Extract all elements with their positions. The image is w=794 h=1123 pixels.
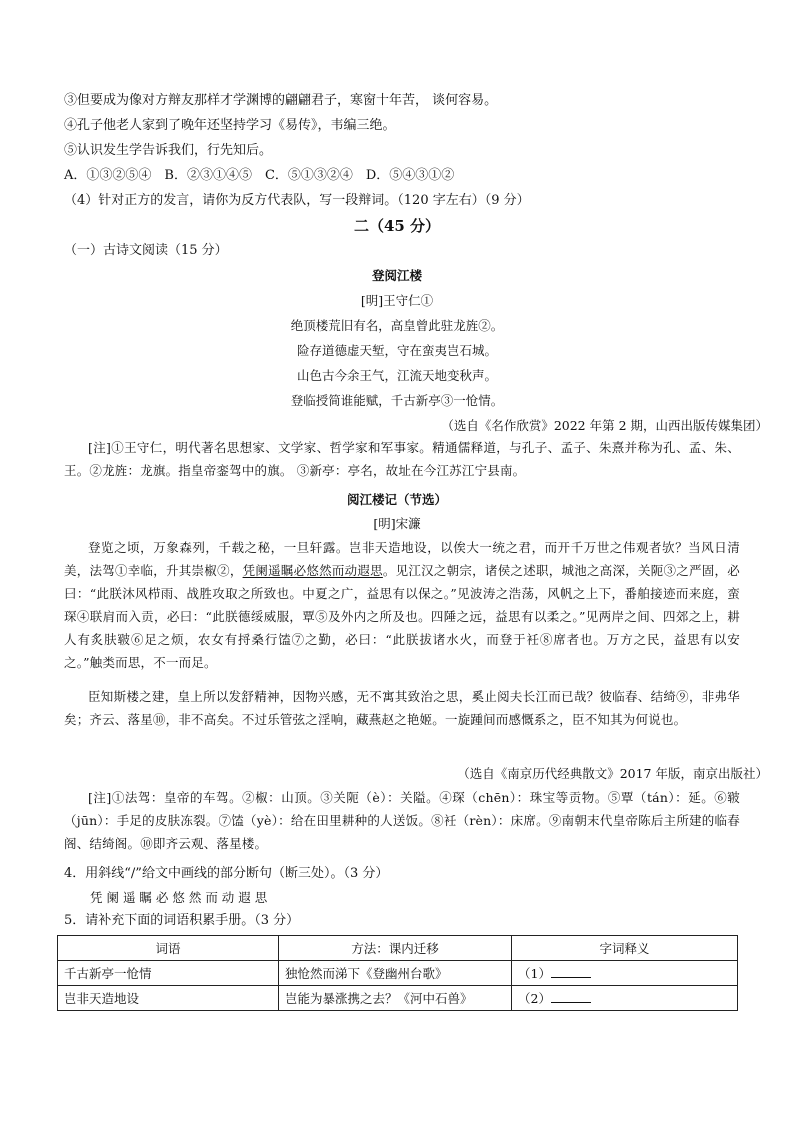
header-cell: 字词释义 — [512, 936, 738, 961]
prose-author: [明]宋濂 — [373, 516, 421, 531]
table-cell: 独怆然而涕下《登幽州台歌》 — [279, 961, 512, 986]
poem-title: 登阅江楼 — [371, 268, 422, 283]
poem-line: 险存道德虚天堑，守在蛮夷岂石城。 — [296, 343, 497, 358]
table-row — [58, 961, 738, 986]
answer-blank[interactable] — [551, 965, 591, 978]
poem-source: （选自《名作欣赏》2022 年第 2 期，山西出版传媒集团） — [441, 418, 768, 433]
answer-label: （2） — [518, 991, 551, 1006]
prose-title: 阅江楼记（节选） — [346, 492, 447, 507]
option-item-4: ④孔子他老人家到了晚年还坚持学习《易传》，韦编三绝。 — [64, 118, 396, 133]
poem-note: [注]①王守仁，明代著名思想家、文学家、哲学家和军事家。精通儒释道，与孔子、孟子、朱熹并称为孔、孟、朱、王。②龙旌：龙旗。指皇帝銮驾中的旗。 ③新亭：亭名，故址在今江苏江宁县南。 — [64, 440, 740, 478]
punctuation-line: 凭 阑 遥 瞩 必 悠 然 而 动 遐 思 — [90, 890, 268, 905]
prose-text: 登览之顷，万象森列，千载之秘，一旦轩露。岂非天造地设，以俟大一统之君，而开千万世之伟观者欤？当风日清美，法驾①幸临，升其崇椒②， — [64, 540, 740, 578]
header-cell: 方法：课内迁移 — [279, 936, 512, 961]
poem-line: 绝顶楼荒旧有名，高皇曾此驻龙旌②。 — [290, 318, 504, 333]
vocabulary-table — [57, 935, 738, 1011]
poem-line: 登临授简谁能赋，千古新亭③一怆情。 — [290, 393, 504, 408]
header-cell: 词语 — [58, 936, 279, 961]
prose-paragraph-2: 臣知斯楼之建，皇上所以发舒精神，因物兴感，无不寓其致治之思，奚止阅夫长江而已哉？彼临春、结绮⑨，非弗华矣；齐云、落星⑩，非不高矣。不过乐管弦之淫响，藏燕赵之艳姬。一旋踵间而感慨系之，臣不知其为何说也。 — [64, 689, 740, 727]
question-5: 5．请补充下面的词语积累手册。（3 分） — [64, 913, 300, 928]
question-4: 4．用斜线“/”给文中画线的部分断句（断三处）。（3 分） — [64, 866, 389, 881]
prose-source: （选自《南京历代经典散文》2017 年版，南京出版社） — [457, 766, 768, 781]
underlined-sentence: 凭阑遥瞩必悠然而动遐思 — [242, 563, 383, 578]
table-cell: 千古新亭一怆情 — [58, 961, 279, 986]
poem-author: [明]王守仁① — [360, 293, 434, 308]
option-item-3: ③但要成为像对方辩友那样才学渊博的翩翩君子，寒窗十年苦， 谈何容易。 — [64, 93, 498, 108]
option-item-5: ⑤认识发生学告诉我们，行先知后。 — [64, 143, 273, 158]
section-subtitle: （一）古诗文阅读（15 分） — [64, 243, 228, 258]
table-header-row — [58, 936, 738, 961]
prose-text: 。见江汉之朝宗，诸侯之述职，城池之高深，关阨③之严固，必曰：“此朕沐风栉雨、战胜攻取之所致也。中夏之广，益思有以保之。”见波涛之浩荡，风帆之上下，番舶接迹而来庭，蛮琛④联肩而入贡，必曰：“此朕德绥威服，覃⑤及外内之所及也。四陲之远，益思有以柔之。”见两岸之间、四郊之上，耕人有炙肤皲⑥足之烦，农女有捋桑行馌⑦之勤，必曰：“此朕拔诸水火，而登于衽⑧席者也。万方之民，益思有以安之。”触类而思，不一而足。 — [64, 563, 740, 670]
question-4-prompt: （4）针对正方的发言，请你为反方代表队，写一段辩词。（120 字左右）（9 分） — [64, 193, 530, 208]
table-row — [58, 986, 738, 1011]
answer-cell[interactable] — [512, 986, 738, 1011]
table-cell: 岂非天造地设 — [58, 986, 279, 1011]
section-title: 二（45 分） — [353, 217, 441, 235]
prose-note: [注]①法驾：皇帝的车驾。②椒：山顶。③关阨（è）：关隘。④琛（chēn）：珠宝等贡物。⑤覃（tán）：延。⑥皲（jūn）：手足的皮肤冻裂。⑦馌（yè）：给在田里耕种的人送饭。⑧衽（rèn）：床席。⑨南朝末代皇帝陈后主所建的临春阁、结绮阁。⑩即齐云观、落星楼。 — [64, 790, 740, 851]
answer-blank[interactable] — [551, 990, 591, 1003]
table-cell: 岂能为暴涨携之去？《河中石兽》 — [279, 986, 512, 1011]
answer-label: （1） — [518, 966, 551, 981]
prose-paragraph-1 — [64, 536, 740, 674]
poem-line: 山色古今余王气，江流天地变秋声。 — [296, 368, 497, 383]
answer-choices: A．①③②⑤④ B．②③①④⑤ C．⑤①③②④ D．⑤④③①② — [64, 168, 455, 183]
answer-cell[interactable] — [512, 961, 738, 986]
